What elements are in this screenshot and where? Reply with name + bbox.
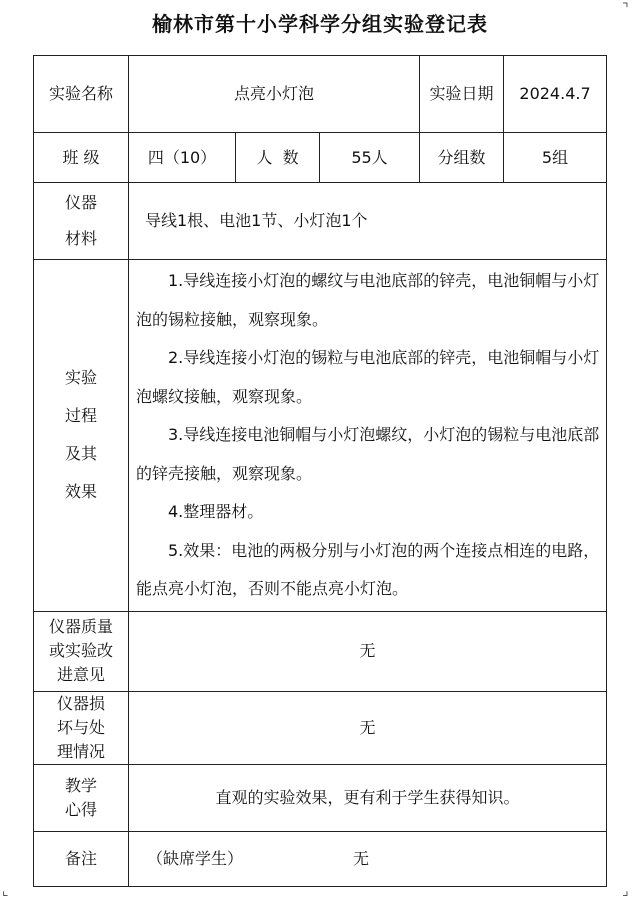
row-remarks [34, 831, 607, 886]
experiment-date-label-cell [420, 56, 504, 133]
quality-value: 无 [129, 611, 607, 691]
quality-label-cell [34, 611, 129, 691]
reflection-label: 教学心得 [64, 775, 97, 819]
damage-value: 无 [129, 691, 607, 764]
row-process [34, 260, 607, 612]
corner-mark-bottom-right: ⌟ [622, 883, 629, 899]
equipment-value: 导线1根、电池1节、小灯泡1个 [129, 183, 607, 260]
process-step-5: 5.效果：电池的两极分别与小灯泡的两个连接点相连的电路，能点亮小灯泡，否则不能点亮小灯泡。 [136, 540, 600, 598]
equipment-label-cell [34, 183, 129, 260]
experiment-date-label: 实验日期 [429, 84, 494, 103]
process-label: 实验 过程 及其 效果 [64, 368, 97, 502]
experiment-name-value: 点亮小灯泡 [129, 56, 420, 133]
reflection-label-cell [34, 764, 129, 831]
groups-label: 分组数 [420, 133, 504, 183]
absent-students-value: 无 [353, 848, 370, 868]
equipment-label: 仪器材料 [64, 193, 97, 248]
process-step-1: 1.导线连接小灯泡的螺纹与电池底部的锌壳，电池铜帽与小灯泡的锡粒接触，观察现象。 [136, 271, 600, 329]
form-title: 榆林市第十小学科学分组实验登记表 [152, 12, 488, 36]
row-reflection [34, 764, 607, 831]
row-class-info [34, 133, 607, 183]
process-step-4: 4.整理器材。 [168, 502, 264, 521]
remarks-value-cell [129, 831, 607, 886]
reflection-value: 直观的实验效果，更有利于学生获得知识。 [129, 764, 607, 831]
process-label-cell [34, 260, 129, 612]
corner-mark-top-right: ⌝ [622, 1, 629, 17]
process-steps [129, 260, 607, 612]
absent-students-label: （缺席学生） [147, 848, 244, 868]
class-label: 班 级 [34, 133, 129, 183]
people-label: 人 数 [236, 133, 320, 183]
people-value: 55人 [320, 133, 420, 183]
damage-label: 仪器损坏与处理情况 [56, 693, 105, 761]
row-quality [34, 611, 607, 691]
remarks-label: 备注 [34, 831, 129, 886]
damage-label-cell [34, 691, 129, 764]
quality-label: 仪器质量或实验改进意见 [48, 617, 113, 684]
corner-mark-bottom-left: ⌞ [2, 883, 9, 899]
experiment-name-label: 实验名称 [34, 56, 129, 133]
class-value: 四（10） [129, 133, 236, 183]
process-step-3: 3.导线连接电池铜帽与小灯泡螺纹，小灯泡的锡粒与电池底部的锌壳接触，观察现象。 [136, 425, 600, 483]
registration-form-table [33, 55, 607, 887]
process-step-2: 2.导线连接小灯泡的锡粒与电池底部的锌壳，电池铜帽与小灯泡螺纹接触，观察现象。 [136, 348, 600, 406]
experiment-date-value: 2024.4.7 [504, 56, 607, 133]
groups-value: 5组 [504, 133, 607, 183]
row-experiment-name [34, 56, 607, 133]
row-equipment [34, 183, 607, 260]
row-damage [34, 691, 607, 764]
